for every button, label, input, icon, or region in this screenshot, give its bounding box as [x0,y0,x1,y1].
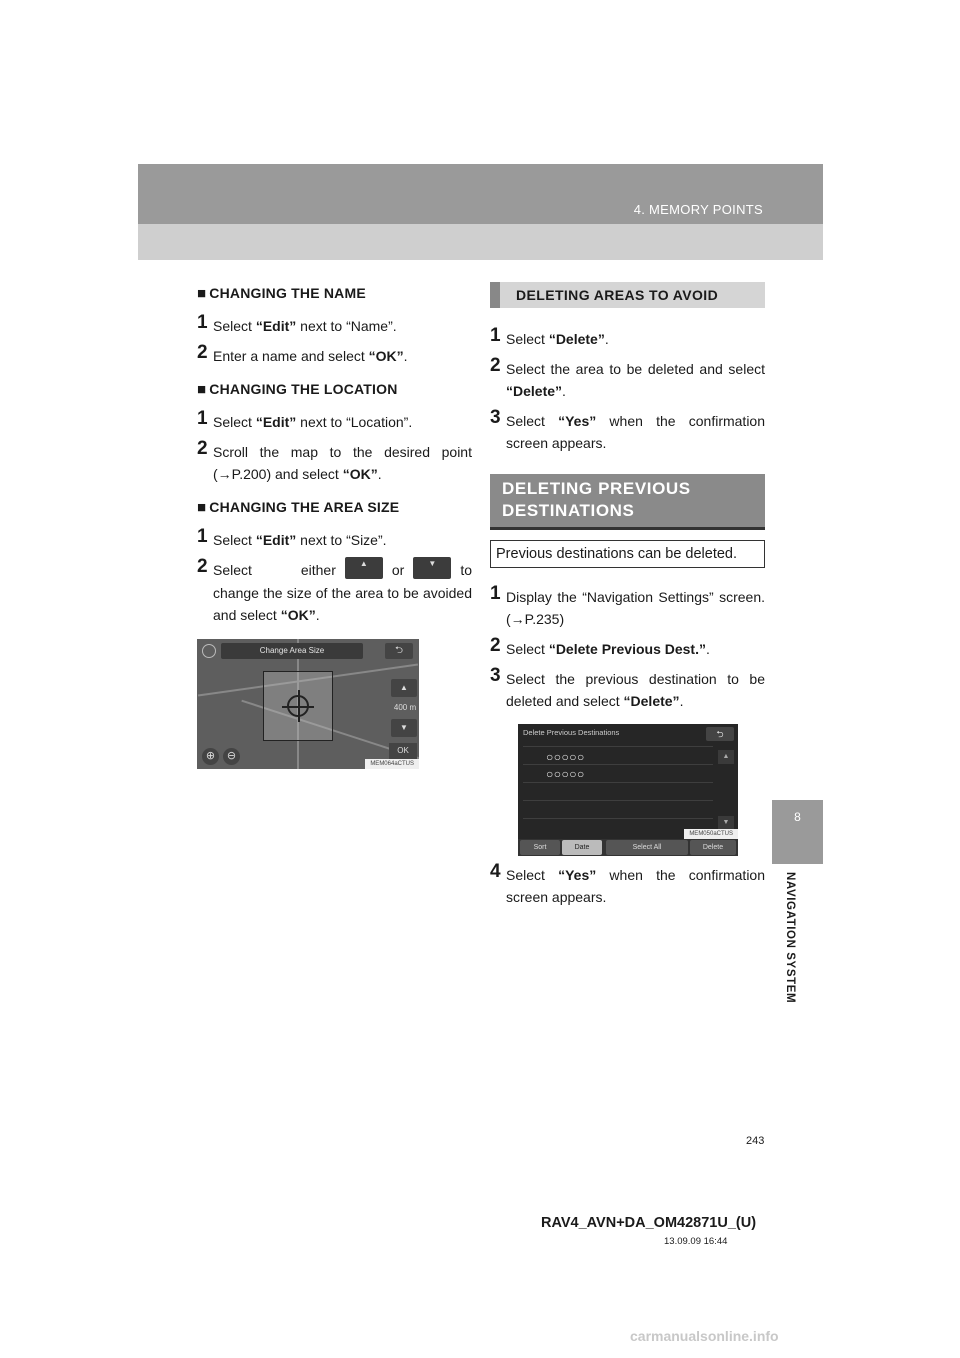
back-icon: ⮌ [385,643,413,659]
step: 2 Select “Delete Previous Dest.”. [490,635,710,657]
size-up-icon: ▲ [391,679,417,697]
scale-label: 400 m [393,703,417,713]
list-divider [523,782,713,783]
section-intro: Previous destinations can be deleted. [490,540,765,568]
compass-icon [202,644,216,658]
chapter-number: 8 [772,800,823,864]
print-timestamp: 13.09.09 16:44 [664,1236,728,1247]
header-band-lower [138,224,823,260]
left-column [197,282,472,769]
size-down-icon: ▼ [391,719,417,737]
step: 3 Select the previous destination to be deleted and select “Delete”. [490,665,765,709]
section-title: 4. MEMORY POINTS [633,202,763,217]
down-arrow-button-icon: ▼ [413,557,451,579]
step: 3 Select “Yes” when the confirmation screen appears. [490,407,765,451]
step: 2 Scroll the map to the desired point (→P.200) and select “OK”. [197,438,472,482]
delete-label: Delete [690,840,736,855]
zoom-out-icon: ⊖ [223,748,240,765]
step: 1 Select “Edit” next to “Size”. [197,526,387,548]
list-divider [523,800,713,801]
change-area-size-screenshot [197,639,419,769]
step: 2 Enter a name and select “OK”. [197,342,408,364]
list-divider [523,818,713,819]
list-divider [523,764,713,765]
screen-title: Delete Previous Destinations [523,728,620,737]
up-arrow-button-icon: ▲ [345,557,383,579]
ok-label: OK [389,743,417,759]
step: 2 Select either ▲ or ▼ to change the size of the area to be avoided and select “OK”. [197,556,472,624]
date-label: Date [562,840,602,855]
select-all-label: Select All [606,840,688,855]
step: 4 Select “Yes” when the confirmation screen appears. [490,861,765,905]
step: 1 Select “Edit” next to “Location”. [197,408,413,430]
scroll-down-icon: ▼ [718,816,734,830]
sort-label: Sort [520,840,560,855]
step: 1 Select “Delete”. [490,325,609,347]
figure-code: MEM050aCTUS [684,829,738,839]
list-divider [523,746,713,747]
back-icon: ⮌ [706,727,734,741]
bottom-toolbar [518,839,738,856]
page-number: 243 [746,1135,765,1147]
right-column [490,282,765,916]
list-item: ○○○○○ [546,767,585,781]
subheading-changing-name: ■ CHANGING THE NAME [197,285,366,302]
screen-title: Change Area Size [221,643,363,659]
figure-code: MEM064aCTUS [365,759,419,769]
section-deleting-areas-to-avoid: DELETING AREAS TO AVOID [490,282,765,308]
subheading-changing-area-size: ■ CHANGING THE AREA SIZE [197,499,400,516]
section-deleting-previous-destinations: DELETING PREVIOUS DESTINATIONS [490,474,765,530]
step: 1 Select “Edit” next to “Name”. [197,312,397,334]
chapter-title: NAVIGATION SYSTEM [784,872,796,1004]
header-band [138,164,823,224]
document-code: RAV4_AVN+DA_OM42871U_(U) [541,1215,757,1231]
scroll-up-icon: ▲ [718,750,734,764]
step: 2 Select the area to be deleted and select “Delete”. [490,355,765,399]
step: 1 Display the “Navigation Settings” screen. (→P.235) [490,583,765,627]
list-item: ○○○○○ [546,750,585,764]
watermark: carmanualsonline.info [630,1328,779,1344]
delete-previous-destinations-screenshot [518,724,738,856]
subheading-changing-location: ■ CHANGING THE LOCATION [197,381,398,398]
zoom-in-icon: ⊕ [202,748,219,765]
